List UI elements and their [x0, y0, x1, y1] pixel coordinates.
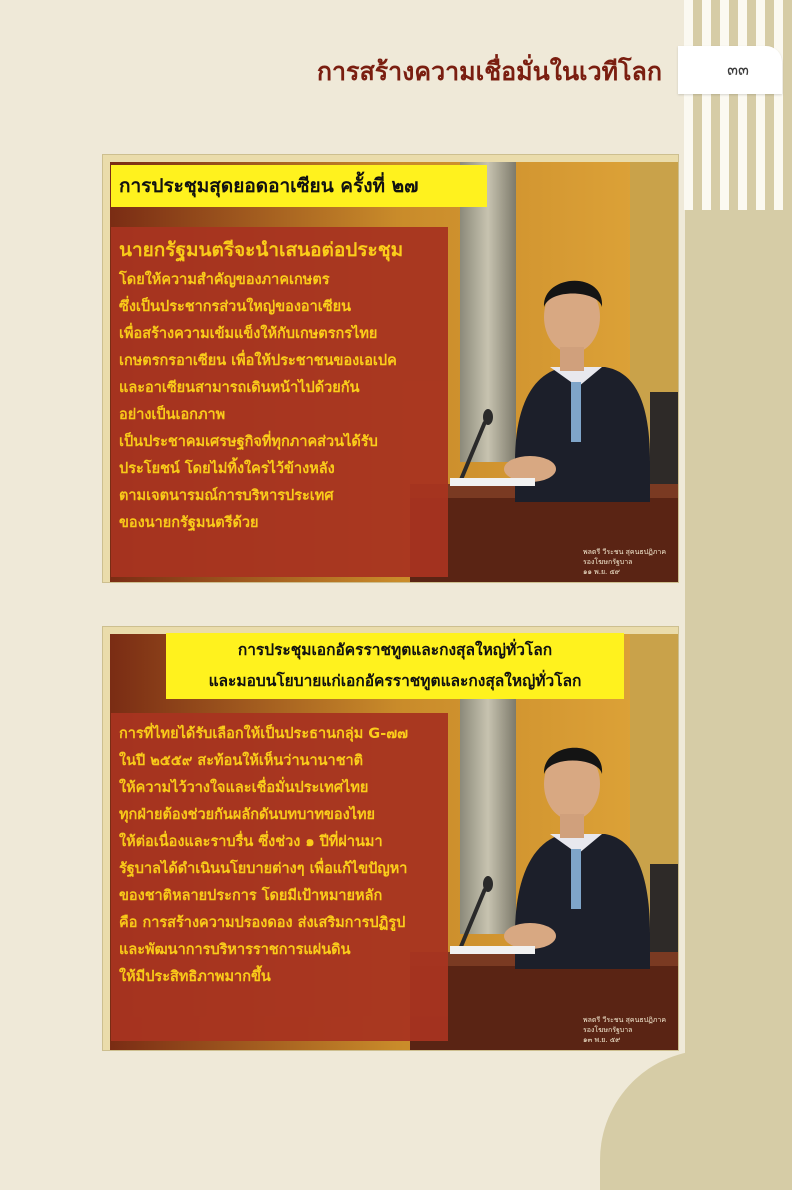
panel1-lead: นายกรัฐมนตรีจะนำเสนอต่อประชุม: [119, 239, 404, 261]
page-number: ๓๓: [727, 60, 749, 79]
panel1-line: เพื่อสร้างความเข้มแข็งให้กับเกษตรกรไทย: [119, 326, 378, 342]
panel1-line: ตามเจตนารมณ์การบริหารประเทศ: [119, 488, 334, 504]
page-title: การสร้างความเชื่อมั่นในเวทีโลก: [316, 57, 662, 86]
panel2-title-line1: การประชุมเอกอัครราชทูตและกงสุลใหญ่ทั่วโลก: [237, 641, 553, 659]
panel2-line: คือ การสร้างความปรองดอง ส่งเสริมการปฏิรูป: [119, 915, 406, 931]
credit-role: รองโฆษกรัฐบาล: [583, 1026, 633, 1034]
credit-date: ๑๓ พ.ย. ๕๙: [583, 1036, 621, 1044]
panel2-line: ในปี ๒๕๕๙ สะท้อนให้เห็นว่านานาชาติ: [119, 753, 364, 769]
panel2-line: และพัฒนาการบริหารราชการแผ่นดิน: [119, 942, 351, 958]
stripe-decoration: [680, 0, 792, 210]
panel2-title: [166, 633, 624, 699]
summit-panel: [103, 155, 678, 582]
panel1-line: อย่างเป็นเอกภาพ: [119, 407, 226, 423]
panel1-photo-credit: [583, 547, 666, 577]
panel2-photo-credit: [583, 1015, 666, 1045]
panel2-title-line2: และมอบนโยบายแก่เอกอัครราชทูตและกงสุลใหญ่ทั่วโลก: [208, 672, 582, 690]
credit-name: พลตรี วีระชน สุคนธปฏิภาค: [583, 1016, 667, 1024]
panel1-line: ของนายกรัฐมนตรีด้วย: [119, 515, 259, 531]
panel2-line: รัฐบาลได้ดำเนินนโยบายต่างๆ เพื่อแก้ไขปัญหา: [119, 861, 408, 877]
panel1-line: โดยให้ความสำคัญของภาคเกษตร: [119, 272, 330, 288]
ambassadors-panel: [103, 627, 678, 1050]
bottom-curve-decoration: [600, 1050, 792, 1190]
panel2-text-box: [111, 713, 448, 1041]
panel1-text-box: [111, 227, 448, 577]
panel2-line: ให้ความไว้วางใจและเชื่อมั่นประเทศไทย: [119, 780, 369, 796]
panel2-line: ทุกฝ่ายต้องช่วยกันผลักดันบทบาทของไทย: [119, 807, 376, 823]
panel1-line: ประโยชน์ โดยไม่ทิ้งใครไว้ข้างหลัง: [119, 461, 335, 477]
panel2-line: ให้ต่อเนื่องและราบรื่น ซึ่งช่วง ๑ ปีที่ผ่านมา: [119, 834, 383, 850]
panel2-line: การที่ไทยได้รับเลือกให้เป็นประธานกลุ่ม G-๗๗: [119, 726, 409, 742]
panel2-line: ให้มีประสิทธิภาพมากขึ้น: [119, 969, 271, 985]
panel1-line: และอาเซียนสามารถเดินหน้าไปด้วยกัน: [119, 380, 360, 396]
panel1-line: เป็นประชาคมเศรษฐกิจที่ทุกภาคส่วนได้รับ: [119, 434, 378, 450]
panel2-line: ของชาติหลายประการ โดยมีเป้าหมายหลัก: [119, 888, 383, 904]
panel1-line: เกษตรกรอาเซียน เพื่อให้ประชาชนของเอเปค: [119, 353, 397, 369]
credit-date: ๑๑ พ.ย. ๕๙: [583, 568, 620, 576]
credit-role: รองโฆษกรัฐบาล: [583, 558, 633, 566]
panel1-title: การประชุมสุดยอดอาเซียน ครั้งที่ ๒๗: [111, 165, 487, 207]
panel1-line: ซึ่งเป็นประชากรส่วนใหญ่ของอาเซียน: [119, 299, 351, 315]
credit-name: พลตรี วีระชน สุคนธปฏิภาค: [583, 548, 667, 556]
